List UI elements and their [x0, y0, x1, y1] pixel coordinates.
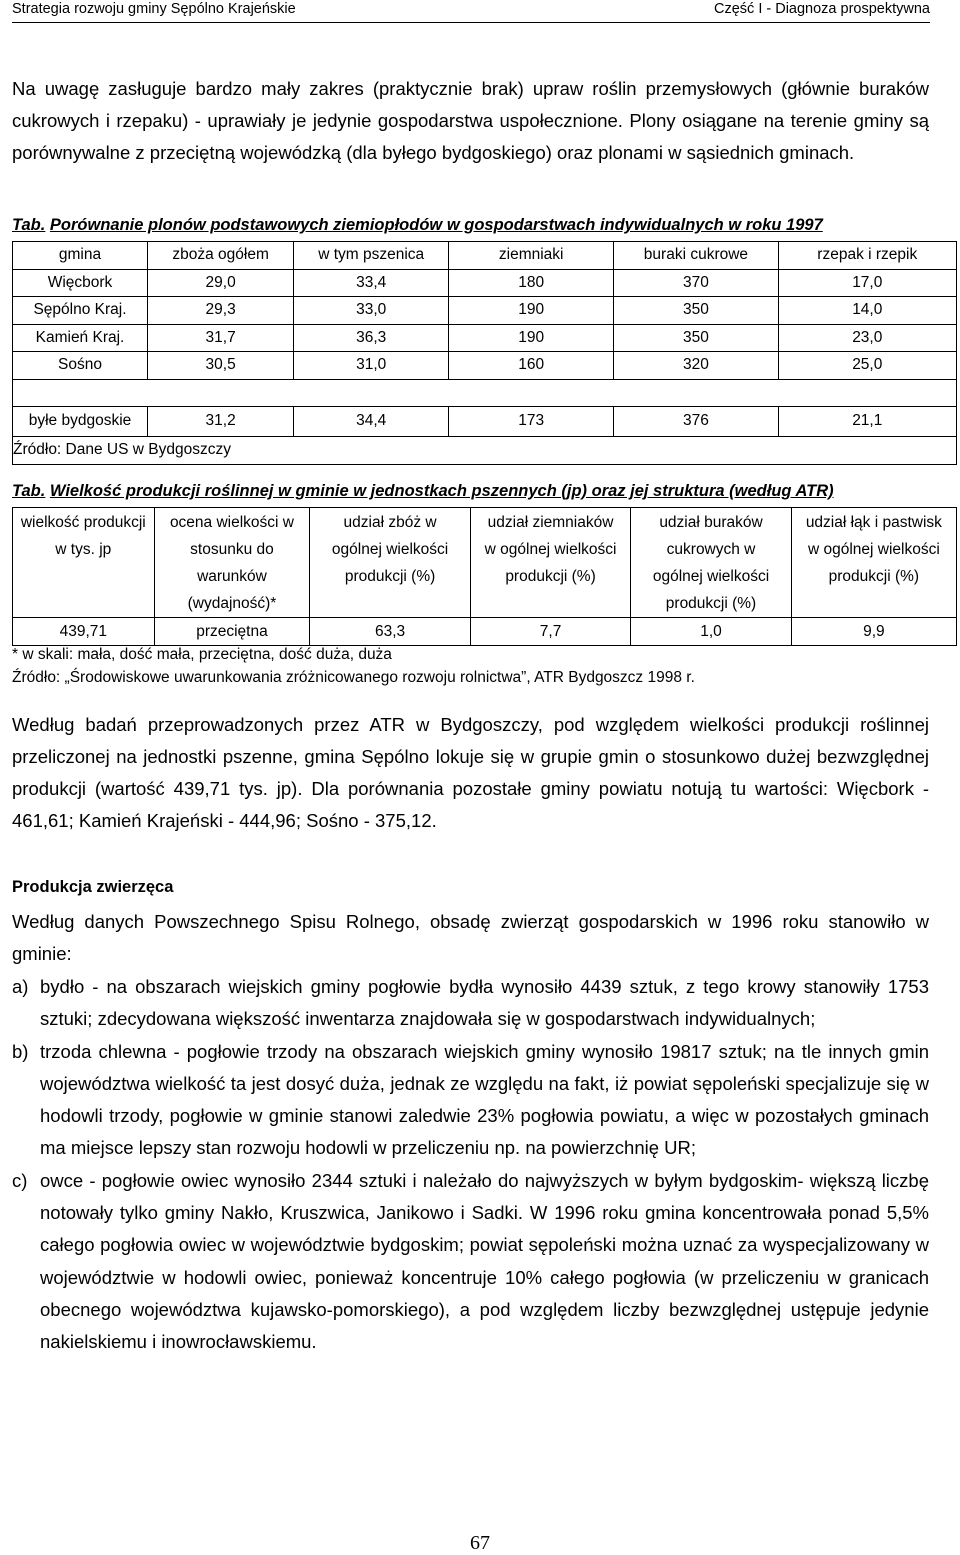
table-cell: Sępólno Kraj. [13, 297, 148, 325]
table-row [13, 352, 957, 380]
list-item-text: bydło - na obszarach wiejskich gminy pogłowie bydła wynosiło 4439 sztuk, z tego krowy stanowiły 1753 sztuki; zdecydowana większość inwentarza znajdowała się w gospodarstwach indywidualnych; [40, 976, 929, 1030]
table-cell: 160 [449, 352, 614, 380]
crop-yield-table [12, 241, 957, 465]
header-line: warunków [197, 568, 267, 585]
table-row [13, 324, 957, 352]
livestock-list [12, 971, 929, 1359]
header-line: udział ziemniaków [487, 514, 614, 531]
atr-paragraph: Według badań przeprowadzonych przez ATR w Bydgoszczy, pod względem wielkości produkcji roślinnej przeliczonej na jednostki pszenne, gmina Sępólno lokuje się w grupie gmin o stosunkowo dużej bezwzględnej produkcji (wartość 439,71 tys. jp). Dla porównania pozostałe gminy powiatu notują tu wartości: Więcbork - 461,61; Kamień Krajeński - 444,96; Sośno - 375,12. [12, 714, 929, 831]
table-cell: 29,0 [147, 269, 293, 297]
header-line: udział zbóż w [343, 514, 437, 531]
header-line: wielkość produkcji [20, 514, 146, 531]
plant-production-table [12, 507, 957, 646]
table-cell: 36,3 [294, 324, 449, 352]
table-cell: 173 [449, 406, 614, 436]
table-total-row [13, 406, 957, 436]
table-cell: 350 [614, 297, 778, 325]
header-line: w ogólnej wielkości [807, 541, 940, 558]
table-cell: 21,1 [778, 406, 956, 436]
table-cell: 31,0 [294, 352, 449, 380]
header-line: ogólnej wielkości [331, 541, 449, 558]
header-line: produkcji (%) [505, 568, 596, 585]
table-cell: 29,3 [147, 297, 293, 325]
header-line: produkcji (%) [665, 595, 757, 612]
table-cell: Więcbork [13, 269, 148, 297]
table-cell: 33,4 [294, 269, 449, 297]
table-cell: 190 [449, 324, 614, 352]
table1-caption-text: Porównanie plonów podstawowych ziemiopłodów w gospodarstwach indywidualnych w roku 1997 [49, 216, 823, 234]
list-item-text: owce - pogłowie owiec wynosiło 2344 sztuki i należało do najwyższych w byłym bydgoskim- większą liczbę notowały tylko gminy Nakło, Kruszwica, Janikowo i Sadki. W 1996 roku gmina koncentrowała ponad 5,5% całego pogłowia owiec w województwie bydgoskim; powiat sępoleński można uznać za wyspecjalizowany w województwie w hodowli owiec, ponieważ koncentruje 10% całego pogłowia (w przeliczeniu w granicach obecnego województwa kujawsko-pomorskiego), a pod względem liczby bezwzględnej ustępuje jedynie nakielskiemu i inowrocławskiemu. [40, 1169, 929, 1353]
table-cell: 1,0 [631, 618, 791, 646]
header-line: udział łąk i pastwisk [805, 514, 942, 531]
table2-caption-prefix: Tab. [12, 482, 46, 500]
list-item [12, 1036, 929, 1165]
header-line: produkcji (%) [344, 568, 436, 585]
table-cell: 31,7 [147, 324, 293, 352]
table-cell: 9,9 [791, 618, 956, 646]
census-paragraph: Według danych Powszechnego Spisu Rolnego, obsadę zwierząt gospodarskich w 1996 roku stanowiło w gminie: [12, 911, 929, 964]
header-line: produkcji (%) [828, 568, 920, 585]
header-line: ogólnej wielkości [652, 568, 770, 585]
table-cell: byłe bydgoskie [13, 406, 148, 436]
table-cell: 31,2 [147, 406, 293, 436]
list-item [12, 971, 929, 1036]
table-header-cell [154, 508, 310, 618]
table-cell: 350 [614, 324, 778, 352]
table-cell: 33,0 [294, 297, 449, 325]
table2-footnote: * w skali: mała, dość mała, przeciętna, dość duża, duża [12, 646, 392, 663]
header-divider [12, 22, 930, 23]
table-header-row [13, 508, 957, 618]
header-line: (wydajność)* [187, 595, 277, 612]
list-item-label: c) [12, 1169, 28, 1191]
table-cell: Kamień Kraj. [13, 324, 148, 352]
table2-caption [12, 479, 942, 503]
table-blank-row [13, 379, 957, 406]
table-cell: 7,7 [470, 618, 630, 646]
list-item [12, 1165, 929, 1359]
header-line: stosunku do [190, 541, 274, 558]
table-cell: 439,71 [13, 618, 155, 646]
table1-caption-prefix: Tab. [12, 216, 46, 234]
table1-source: Źródło: Dane US w Bydgoszczy [13, 436, 957, 464]
page-number: 67 [470, 1532, 490, 1554]
table-cell: 14,0 [778, 297, 956, 325]
header-line: cukrowych w [666, 541, 756, 558]
table-cell: 320 [614, 352, 778, 380]
table-header-cell [310, 508, 470, 618]
table-row [13, 297, 957, 325]
list-item-text: trzoda chlewna - pogłowie trzody na obszarach wiejskich gminy wynosiło 19817 sztuk; na tle innych gmin województwa wielkość ta jest dosyć duża, jednak ze względu na fakt, iż powiat sępoleński specjalizuje się w hodowli trzody, pogłowie w gminie stanowi zaledwie 23% pogłowia powiatu, a więc w pozostałych gminach ma miejsce lepszy stan rozwoju hodowli w przeliczeniu np. na powierzchnię UR; [40, 1040, 929, 1159]
table-cell: 180 [449, 269, 614, 297]
list-item-label: a) [12, 976, 29, 997]
table-header-cell: gmina [13, 242, 148, 270]
table-header-cell: rzepak i rzepik [778, 242, 956, 270]
table-row [13, 618, 957, 646]
table-cell: 34,4 [294, 406, 449, 436]
table-header-row [13, 242, 957, 270]
table-source-row [13, 436, 957, 464]
table-cell: 30,5 [147, 352, 293, 380]
table-cell: 370 [614, 269, 778, 297]
table-header-cell [631, 508, 791, 618]
table-row [13, 269, 957, 297]
table2-source: Źródło: „Środowiskowe uwarunkowania zróżnicowanego rozwoju rolnictwa”, ATR Bydgoszcz 1998 r. [12, 669, 695, 686]
table-header-cell [791, 508, 956, 618]
table1-caption [12, 213, 942, 237]
table-header-cell: ziemniaki [449, 242, 614, 270]
table-blank-cell [13, 379, 957, 406]
header-document-title: Strategia rozwoju gminy Sępólno Krajeńskie [12, 1, 296, 17]
table2-caption-text: Wielkość produkcji roślinnej w gminie w jednostkach pszennych (jp) oraz jej struktura (według ATR) [49, 482, 834, 500]
table-cell: przeciętna [154, 618, 310, 646]
table-header-cell [470, 508, 630, 618]
section-heading: Produkcja zwierzęca [12, 878, 174, 896]
page-header [12, 0, 930, 22]
table-header-cell [13, 508, 155, 618]
table-cell: 17,0 [778, 269, 956, 297]
table-cell: 376 [614, 406, 778, 436]
table-cell: 190 [449, 297, 614, 325]
table-cell: Sośno [13, 352, 148, 380]
header-line: ocena wielkości w [169, 514, 294, 531]
list-item-label: b) [12, 1040, 29, 1062]
table-header-cell: w tym pszenica [294, 242, 449, 270]
table-header-cell: buraki cukrowe [614, 242, 778, 270]
table-cell: 23,0 [778, 324, 956, 352]
header-line: w ogólnej wielkości [484, 541, 617, 558]
header-line: udział buraków [659, 514, 763, 531]
table-cell: 63,3 [310, 618, 470, 646]
header-section-title: Część I - Diagnoza prospektywna [714, 1, 930, 17]
table-cell: 25,0 [778, 352, 956, 380]
header-line: w tys. jp [55, 541, 112, 558]
intro-paragraph: Na uwagę zasługuje bardzo mały zakres (praktycznie brak) upraw roślin przemysłowych (głównie buraków cukrowych i rzepaku) - uprawiały je jedynie gospodarstwa uspołecznione. Plony osiągane na terenie gminy są porównywalne z przeciętną wojewódzką (dla byłego bydgoskiego) oraz plonami w sąsiednich gminach. [12, 78, 929, 163]
table-header-cell: zboża ogółem [147, 242, 293, 270]
